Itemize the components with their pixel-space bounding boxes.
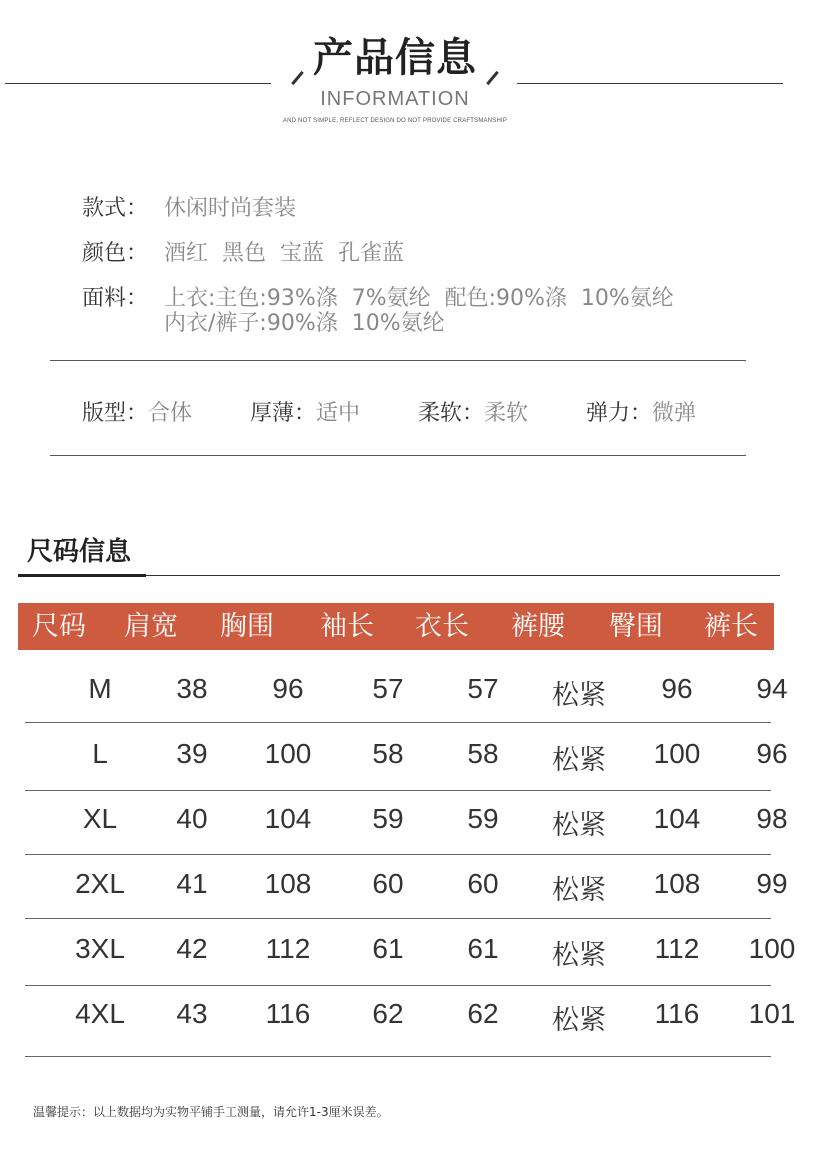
cell-pants-length: 99	[756, 868, 788, 899]
property-softness	[418, 396, 528, 427]
attr-fabric-label: 面料：	[82, 286, 149, 311]
property-elasticity	[586, 396, 696, 427]
property-thickness	[250, 396, 360, 427]
cell-sleeve: 61	[372, 933, 404, 964]
header-cell-chest: 胸围	[220, 611, 274, 642]
cell-pants-length: 98	[756, 803, 788, 834]
cell-pants-length: 96	[756, 738, 788, 769]
property-row	[82, 396, 742, 424]
attr-fabric-value-2: 内衣/裤子:90%涤 10%氨纶	[164, 311, 445, 336]
cell-waist: 松紧	[552, 680, 606, 711]
cell-waist: 松紧	[552, 810, 606, 841]
cell-length: 59	[467, 803, 499, 834]
page-tagline: AND NOT SIMPLE, REFLECT DESIGN DO NOT PROVIDE CRAFTSMANSHIP	[282, 118, 508, 124]
header-cell-length: 衣长	[415, 611, 469, 642]
attr-fabric	[82, 286, 674, 336]
divider-1	[50, 360, 746, 361]
page-title: 产品信息	[313, 35, 477, 81]
divider-2	[50, 455, 746, 456]
property-thickness-value: 适中	[316, 401, 361, 426]
header-cell-sleeve: 袖长	[320, 611, 374, 642]
cell-waist: 松紧	[552, 1005, 606, 1036]
cell-length: 57	[467, 673, 499, 704]
cell-size: XL	[82, 803, 118, 834]
cell-shoulder: 39	[176, 738, 208, 769]
cell-sleeve: 60	[372, 868, 404, 899]
cell-hip: 116	[654, 998, 700, 1029]
cell-hip: 100	[653, 738, 701, 769]
cell-size: 2XL	[75, 868, 125, 899]
property-thickness-label: 厚薄：	[250, 401, 317, 426]
attr-color-value: 酒红 黑色 宝蓝 孔雀蓝	[164, 241, 404, 266]
cell-pants-length: 100	[748, 933, 796, 964]
cell-chest: 100	[264, 738, 312, 769]
header-cell-shoulder: 肩宽	[124, 611, 178, 642]
attr-style-label: 款式：	[82, 196, 149, 221]
property-softness-value: 柔软	[484, 401, 529, 426]
cell-pants-length: 101	[748, 998, 796, 1029]
property-elasticity-label: 弹力：	[586, 401, 653, 426]
attr-color	[82, 241, 404, 267]
cell-sleeve: 62	[372, 998, 404, 1029]
cell-sleeve: 58	[372, 738, 404, 769]
cell-size: 3XL	[75, 933, 125, 964]
cell-hip: 112	[654, 933, 700, 964]
attr-style	[82, 196, 297, 222]
property-elasticity-value: 微弹	[652, 401, 697, 426]
header-rule-right	[517, 83, 783, 84]
cell-waist: 松紧	[552, 875, 606, 906]
property-fit	[82, 396, 192, 427]
size-table-header	[18, 603, 774, 650]
row-divider	[25, 790, 771, 791]
cell-length: 60	[467, 868, 499, 899]
row-divider	[25, 854, 771, 855]
attr-color-label: 颜色：	[82, 241, 149, 266]
header-cell-size: 尺码	[32, 611, 86, 642]
row-divider	[25, 918, 771, 919]
property-fit-value: 合体	[148, 401, 193, 426]
cell-hip: 104	[653, 803, 701, 834]
attr-style-value: 休闲时尚套装	[164, 196, 297, 221]
cell-waist: 松紧	[552, 940, 606, 971]
cell-shoulder: 40	[176, 803, 208, 834]
cell-size: 4XL	[75, 998, 125, 1029]
cell-pants-length: 94	[756, 673, 788, 704]
cell-chest: 116	[265, 998, 311, 1029]
page-subtitle: INFORMATION	[320, 88, 470, 110]
cell-length: 62	[467, 998, 499, 1029]
row-divider	[25, 1056, 771, 1057]
property-softness-label: 柔软：	[418, 401, 485, 426]
cell-length: 58	[467, 738, 499, 769]
cell-size: L	[92, 738, 108, 769]
attr-fabric-value: 上衣:主色:93%涤 7%氨纶 配色:90%涤 10%氨纶	[164, 286, 674, 311]
cell-hip: 96	[661, 673, 693, 704]
cell-sleeve: 59	[372, 803, 404, 834]
cell-chest: 104	[264, 803, 312, 834]
header-cell-pants-length: 裤长	[704, 611, 758, 642]
cell-chest: 96	[272, 673, 304, 704]
cell-size: M	[88, 673, 112, 704]
footnote: 温馨提示：以上数据均为实物平铺手工测量，请允许1-3厘米误差。	[33, 1105, 389, 1119]
cell-length: 61	[467, 933, 499, 964]
cell-shoulder: 38	[176, 673, 208, 704]
size-section-rule-accent	[18, 574, 146, 577]
cell-sleeve: 57	[372, 673, 404, 704]
row-divider	[25, 985, 771, 986]
cell-shoulder: 43	[176, 998, 208, 1029]
cell-shoulder: 42	[176, 933, 208, 964]
cell-hip: 108	[653, 868, 701, 899]
header-cell-hip: 臀围	[609, 611, 663, 642]
header-cell-waist: 裤腰	[511, 611, 565, 642]
property-fit-label: 版型：	[82, 401, 149, 426]
cell-chest: 108	[264, 868, 312, 899]
row-divider	[25, 722, 771, 723]
cell-chest: 112	[265, 933, 311, 964]
cell-shoulder: 41	[176, 868, 208, 899]
cell-waist: 松紧	[552, 745, 606, 776]
header-rule-left	[5, 83, 271, 84]
size-section-title: 尺码信息	[27, 537, 132, 567]
